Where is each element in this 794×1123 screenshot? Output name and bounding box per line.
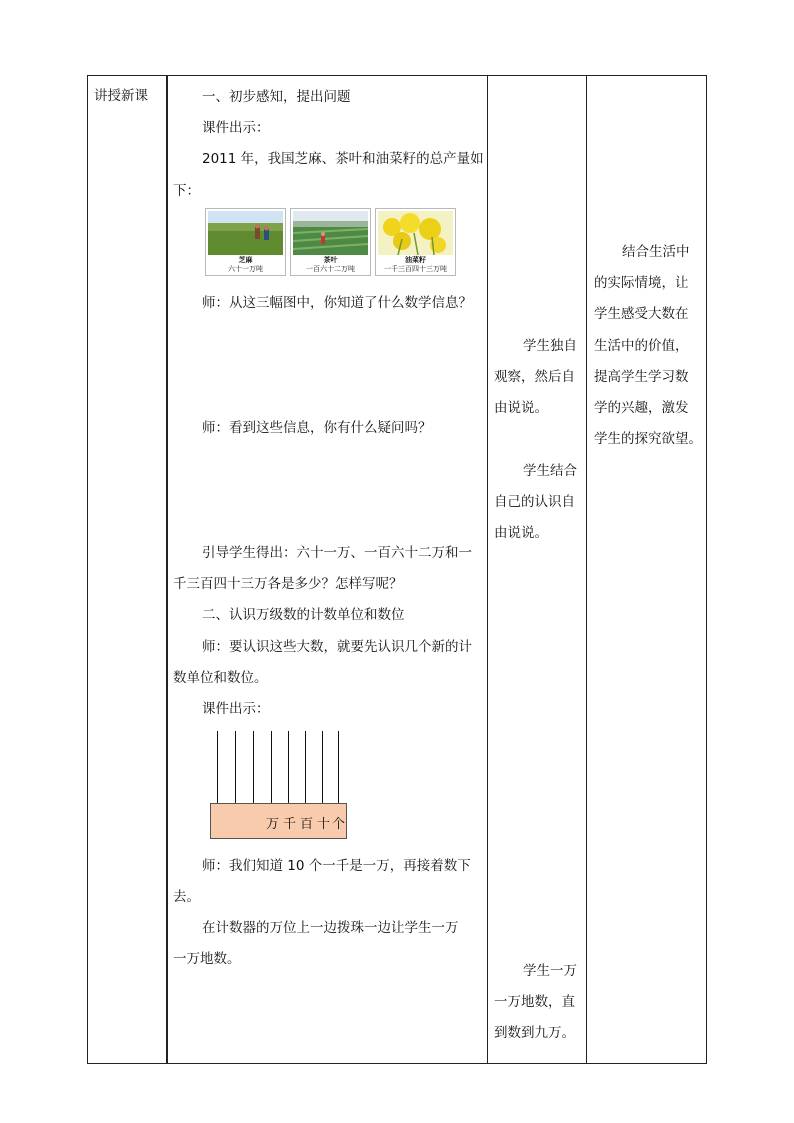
- abacus-label-ge: 个: [332, 817, 346, 832]
- crop-photos: [205, 208, 456, 276]
- table-border-top: [87, 75, 707, 76]
- teacher-ten-thousand-line1: 师：我们知道 10 个一千是一万，再接着数下: [202, 858, 471, 874]
- abacus-rod: [288, 731, 289, 803]
- intent-line2: 的实际情境，让: [594, 275, 689, 291]
- teacher-ten-thousand-line2: 去。: [173, 889, 200, 905]
- abacus-rod: [271, 731, 272, 803]
- photo-sesame-amount: 六十一万吨: [228, 265, 263, 273]
- guide-line1: 引导学生得出：六十一万、一百六十二万和一: [202, 545, 472, 561]
- teacher-new-units-line1: 师：要认识这些大数，就要先认识几个新的计: [202, 639, 472, 655]
- guide-line2: 千三百四十三万各是多少？怎样写呢？: [173, 576, 403, 592]
- abacus-label-shi: 十: [317, 817, 331, 832]
- courseware-show-2: 课件出示：: [202, 701, 270, 717]
- abacus-rod: [338, 731, 339, 803]
- production-intro-line1: 2011 年，我国芝麻、茶叶和油菜籽的总产量如: [202, 151, 484, 167]
- student-activity-2-line2: 自己的认识自: [494, 494, 575, 510]
- intent-line4: 生活中的价值，: [594, 338, 689, 354]
- abacus-label-bai: 百: [300, 817, 314, 832]
- abacus-rod: [305, 731, 306, 803]
- abacus-rod: [253, 731, 254, 803]
- abacus-rod: [322, 731, 323, 803]
- intent-line1: 结合生活中: [622, 244, 690, 260]
- photo-tea: [290, 208, 371, 276]
- intent-line5: 提高学生学习数: [594, 369, 689, 385]
- abacus-rod: [217, 731, 218, 803]
- abacus-rod: [235, 731, 236, 803]
- tea-field-image: [293, 211, 368, 255]
- student-activity-2-line3: 由说说。: [494, 525, 548, 541]
- student-activity-1-line1: 学生独自: [523, 338, 577, 354]
- teacher-new-units-line2: 数单位和数位。: [173, 670, 268, 686]
- table-border-left: [87, 75, 88, 1064]
- photo-rapeseed-name: 油菜籽: [405, 255, 426, 264]
- heading-initial-perception: 一、初步感知，提出问题: [202, 89, 351, 105]
- column-divider-2: [487, 75, 488, 1064]
- section-label: 讲授新课: [94, 88, 148, 104]
- abacus-label-qian: 千: [283, 817, 297, 832]
- photo-tea-amount: 一百六十二万吨: [306, 265, 355, 273]
- photo-rapeseed: [375, 208, 456, 276]
- rapeseed-flower-image: [378, 211, 453, 255]
- photo-rapeseed-amount: 一千三百四十三万吨: [384, 265, 447, 273]
- teacher-question-info: 师：从这三幅图中，你知道了什么数学信息？: [202, 295, 472, 311]
- student-activity-3-line2: 一万地数，直: [494, 994, 575, 1010]
- column-divider-3: [586, 75, 587, 1064]
- counting-activity-line2: 一万地数。: [173, 951, 241, 967]
- intent-line3: 学生感受大数在: [594, 306, 689, 322]
- column-divider-1: [166, 75, 168, 1064]
- student-activity-1-line2: 观察，然后自: [494, 369, 575, 385]
- table-border-bottom: [87, 1063, 707, 1064]
- intent-line7: 学生的探究欲望。: [594, 431, 702, 447]
- courseware-show-1: 课件出示：: [202, 120, 270, 136]
- table-border-right: [706, 75, 707, 1064]
- counting-activity-line1: 在计数器的万位上一边拨珠一边让学生一万: [202, 920, 459, 936]
- abacus-label-wan: 万: [266, 817, 280, 832]
- student-activity-3-line3: 到数到九万。: [494, 1025, 575, 1041]
- photo-sesame-name: 芝麻: [238, 255, 253, 264]
- sesame-field-image: [208, 211, 283, 255]
- counting-abacus: [210, 731, 347, 840]
- intent-line6: 学的兴趣，激发: [594, 400, 689, 416]
- student-activity-1-line3: 由说说。: [494, 400, 548, 416]
- photo-sesame: [205, 208, 286, 276]
- photo-tea-name: 茶叶: [323, 255, 338, 264]
- teacher-question-doubt: 师：看到这些信息，你有什么疑问吗？: [202, 420, 432, 436]
- heading-count-units: 二、认识万级数的计数单位和数位: [202, 607, 405, 623]
- student-activity-3-line1: 学生一万: [523, 963, 577, 979]
- production-intro-line2: 下：: [173, 183, 200, 199]
- student-activity-2-line1: 学生结合: [523, 463, 577, 479]
